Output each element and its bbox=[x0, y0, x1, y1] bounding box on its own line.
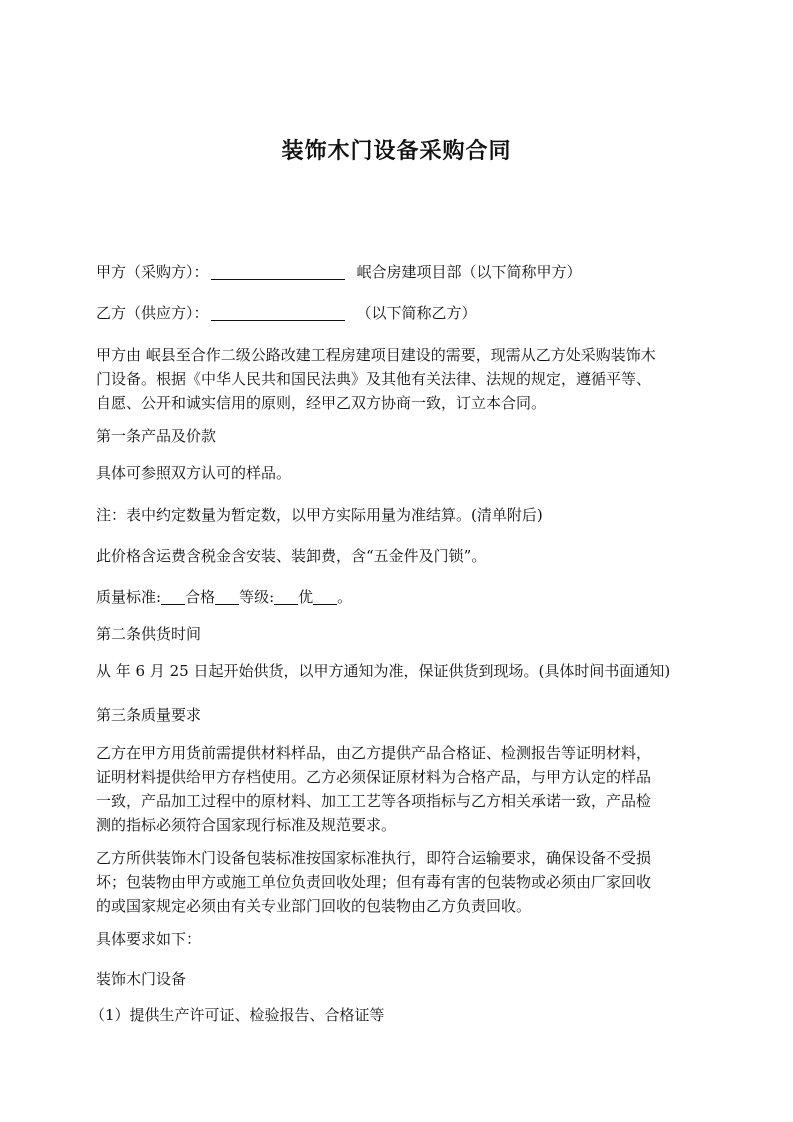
article2-heading: 第二条供货时间 bbox=[96, 625, 202, 643]
article3-heading: 第三条质量要求 bbox=[96, 706, 202, 724]
paragraph-line: 乙方所供装饰木门设备包装标准按国家标准执行，即符合运输要求，确保设备不受损 bbox=[96, 849, 652, 867]
party-a-blank bbox=[211, 261, 345, 280]
party-b-name: （以下简称乙方） bbox=[356, 304, 477, 322]
intro-paragraph bbox=[96, 343, 706, 415]
quality-blank bbox=[161, 586, 185, 605]
supply-time: 从 年 6 月 25 日起开始供货，以甲方通知为准，保证供货到现场。(具体时间书面通知) bbox=[96, 662, 671, 680]
party-a-name: 岷合房建项目部（以下简称甲方） bbox=[356, 263, 582, 281]
quality-standard-prefix: 质量标准: bbox=[96, 588, 162, 606]
article1-heading: 第一条产品及价款 bbox=[96, 427, 217, 445]
requirement-item-1: （1）提供生产许可证、检验报告、合格证等 bbox=[90, 1006, 385, 1024]
quantity-note: 注：表中约定数量为暂定数，以甲方实际用量为准结算。(清单附后) bbox=[96, 506, 543, 524]
quality-standard-value: 合格 bbox=[185, 588, 216, 606]
grade-value: 优 bbox=[298, 588, 314, 606]
intro-line: 甲方由 岷县至合作二级公路改建工程房建项目建设的需要，现需从乙方处采购装饰木 bbox=[96, 346, 656, 364]
party-b-label: 乙方（供应方）： bbox=[96, 304, 209, 322]
quality-standard-suffix: 。 bbox=[337, 588, 353, 606]
equipment-heading: 装饰木门设备 bbox=[96, 970, 187, 988]
party-b-blank bbox=[211, 302, 345, 321]
quality-standard-line bbox=[96, 585, 352, 609]
grade-label: 等级: bbox=[239, 588, 275, 606]
price-note: 此价格含运费含税金含安装、装卸费，含“五金件及门锁”。 bbox=[96, 547, 487, 565]
intro-line: 自愿、公开和诚实信用的原则，经甲乙双方协商一致，订立本合同。 bbox=[96, 394, 547, 412]
paragraph-line: 乙方在甲方用货前需提供材料样品，由乙方提供产品合格证、检测报告等证明材料， bbox=[96, 744, 652, 762]
grade-blank bbox=[274, 586, 298, 605]
quality-blank bbox=[215, 586, 239, 605]
party-a-line bbox=[96, 260, 582, 284]
requirements-intro: 具体要求如下： bbox=[96, 930, 202, 948]
party-a-label: 甲方（采购方）： bbox=[96, 263, 209, 281]
paragraph-line: 证明材料提供给甲方存档使用。乙方必须保证原材料为合格产品，与甲方认定的样品 bbox=[96, 768, 652, 786]
intro-line: 门设备。根据《中华人民共和国民法典》及其他有关法律、法规的规定，遵循平等、 bbox=[96, 370, 652, 388]
grade-blank bbox=[313, 586, 337, 605]
paragraph-line: 一致，产品加工过程中的原材料、加工工艺等各项指标与乙方相关承诺一致，产品检 bbox=[96, 792, 652, 810]
party-b-line bbox=[96, 301, 477, 325]
paragraph-line: 测的指标必须符合国家现行标准及规范要求。 bbox=[96, 816, 397, 834]
quality-paragraph-2 bbox=[96, 846, 706, 918]
paragraph-line: 坏；包装物由甲方或施工单位负责回收处理；但有毒有害的包装物或必须由厂家回收 bbox=[96, 873, 652, 891]
sample-note: 具体可参照双方认可的样品。 bbox=[96, 464, 292, 482]
paragraph-line: 的或国家规定必须由有关专业部门回收的包装物由乙方负责回收。 bbox=[96, 897, 532, 915]
quality-paragraph-1 bbox=[96, 741, 706, 837]
document-title: 装饰木门设备采购合同 bbox=[281, 139, 512, 164]
